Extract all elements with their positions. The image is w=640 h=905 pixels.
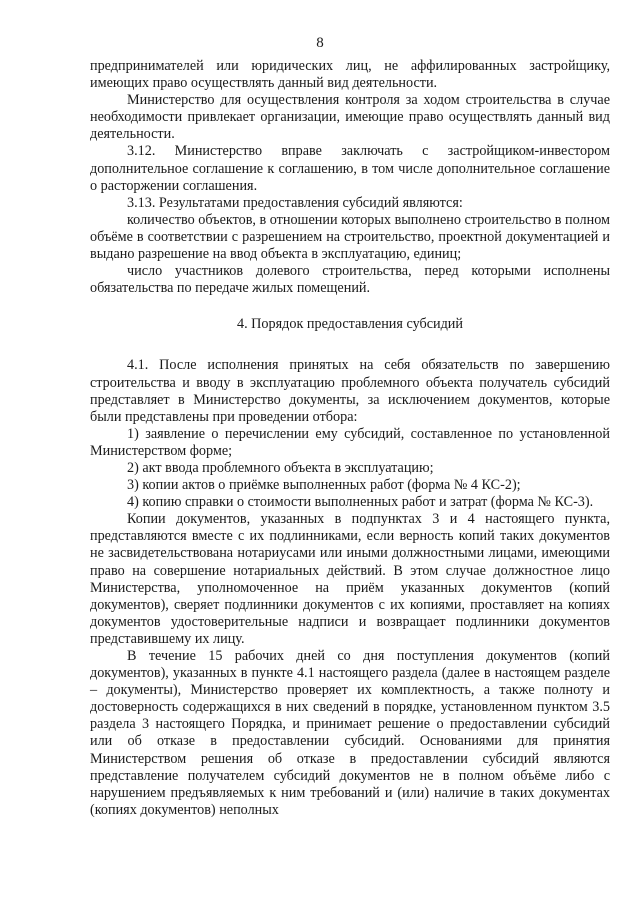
paragraph: 3) копии актов о приёмке выполненных работ (форма № 4 КС-2); [127,477,521,494]
paragraph: 1) заявление о перечислении ему субсидий, составленное по установленной Министерством форме; [90,425,610,459]
paragraphs-before-heading [90,58,610,297]
paragraph: 3.12. Министерство вправе заключать с застройщиком-инвестором дополнительное соглашение к соглашению, в том числе дополнительное соглашение о расторжении соглашения. [90,143,610,194]
paragraph: 2) акт ввода проблемного объекта в эксплуатацию; [127,459,434,476]
paragraph: Копии документов, указанных в подпунктах 3 и 4 настоящего пункта, представляются вместе с их подлинниками, если верность копий таких документов не засвидетельствована нотариусами или иными должностными лицами, имеющими право на совершение нотариальных действий. В этом случае должностное лицо Министерства, уполномоченное на приём указанных документов (копий документов), сверяет подлинники документов с их копиями, проставляет на копиях документов удостоверительные надписи и возвращает подлинники документов представившему их лицу. [90,511,610,647]
paragraph: предпринимателей или юридических лиц, не аффилированных застройщику, имеющих право осуществлять данный вид деятельности. [90,58,610,92]
paragraph: В течение 15 рабочих дней со дня поступления документов (копий документов), указанных в пункте 4.1 настоящего раздела (далее в настоящем разделе – документы), Министерство проверяет их комплектность, а также полноту и достоверность содержащихся в них сведений в порядке, установленном пунктом 3.5 раздела 3 настоящего Порядка, и принимает решение о предоставлении субсидий или об отказе в предоставлении субсидий. Основаниями для принятия Министерством решения об отказе в предоставлении субсидий являются представление получателем субсидий документов не в полном объёме либо с нарушением предъявляемых к ним требований и (или) наличие в таких документах (копиях документов) неполных [90,648,610,818]
document-body [90,58,610,819]
paragraph: число участников долевого строительства, перед которыми исполнены обязательства по передаче жилых помещений. [90,263,610,297]
paragraph: 4.1. После исполнения принятых на себя обязательств по завершению строительства и вводу в эксплуатацию проблемного объекта получатель субсидий представляет в Министерство документы, за исключением документов, которые были представлены при проведении отбора: [90,357,610,425]
section-heading: 4. Порядок предоставления субсидий [236,316,463,333]
paragraph: 4) копию справки о стоимости выполненных работ и затрат (форма № КС-3). [127,494,594,511]
paragraph: 3.13. Результатами предоставления субсидий являются: [127,194,463,211]
paragraph: количество объектов, в отношении которых выполнено строительство в полном объёме в соответствии с разрешением на строительство, проектной документацией и выдано разрешение на ввод объекта в эксплуатацию, единиц; [90,211,610,263]
paragraphs-after-heading [90,357,610,819]
paragraph: Министерство для осуществления контроля за ходом строительства в случае необходимости привлекает организации, имеющие право осуществлять данный вид деятельности. [90,92,610,143]
page-number: 8 [316,35,324,51]
